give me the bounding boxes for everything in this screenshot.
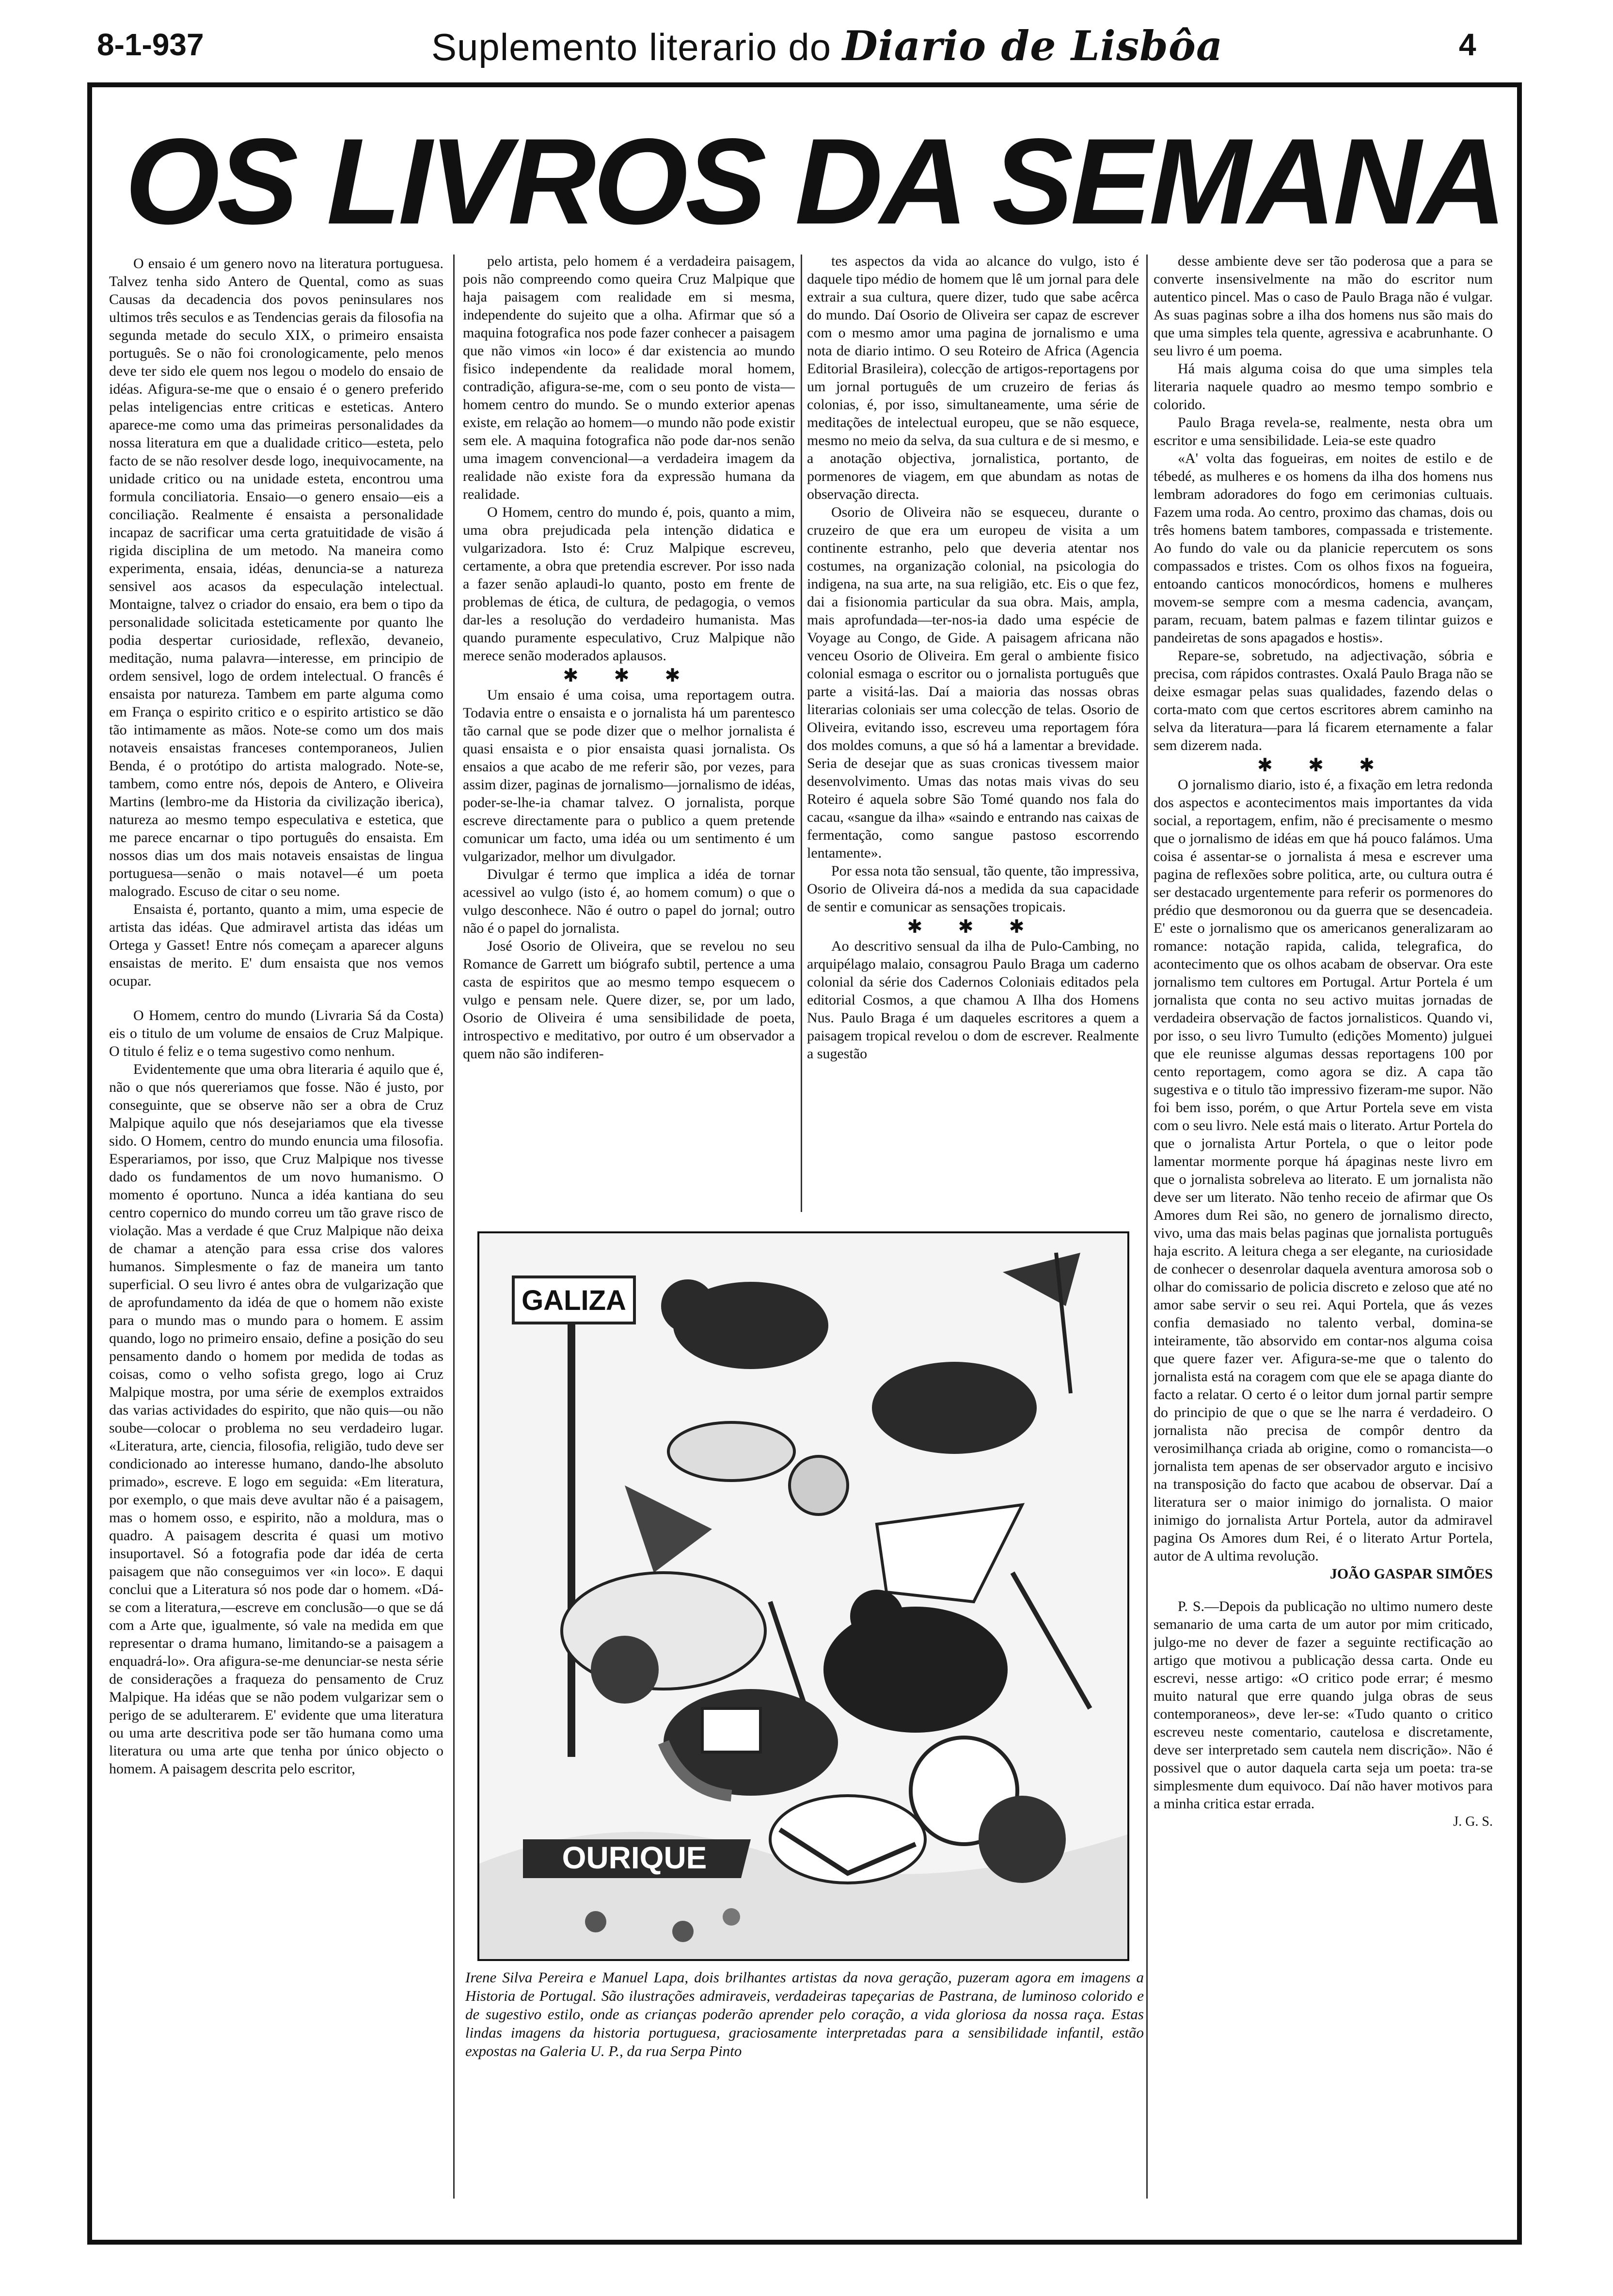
paragraph: Ao descritivo sensual da ilha de Pulo-Cambing, no arquipélago malaio, consagrou Paulo Braga um caderno colonial da série dos Cadernos Coloniais editados pela editorial Cosmos, a que chamou A Ilha dos Homens Nus. Paulo Braga é um daqueles escritores a quem a paisagem tropical revelou o dom de escrever. Realmente a sugestão bbox=[807, 938, 1139, 1062]
issue-date: 8-1-937 bbox=[97, 27, 204, 62]
illustration-caption: Irene Silva Pereira e Manuel Lapa, dois brilhantes artistas da nova geração, puzeram agora em imagens a Historia de Portugal. São ilustrações admiraveis, verdadeiras tapeçarias de Pastrana, de luminoso colorido e de sugestivo estilo, onde as crianças poderão aprender pelo coração, a vida gloriosa da nossa raça. Estas lindas imagens da historia portuguesa, graciosamente interpretadas para a sensibilidade infantil, estão expostas na Galeria U. P., da rua Serpa Pinto bbox=[465, 1969, 1144, 2059]
article-column-2 bbox=[463, 252, 795, 1212]
author-signature: JOÃO GASPAR SIMÕES bbox=[1329, 1566, 1493, 1582]
paragraph: O ensaio é um genero novo na literatura portuguesa. Talvez tenha sido Antero de Quental, como as suas Causas da decadencia dos povos peninsulares nos ultimos três seculos e as Tendencias gerais da filosofia na segunda metade do seculo XIX, o primeiro ensaista português. Se o não foi cronologicamente, pelo menos deve ter sido ele quem nos legou o modelo do ensaio de idéas. Afigura-se-me que o ensaio é o genero preferido pelas inteligencias entre criticas e esteticas. Antero aparece-me como uma das primeiras personalidades da nossa literatura em que a dualidade critico—esteta, pelo facto de se não resolver desde logo, inequivocamente, na unidade critico ou na unidade esteta, encontrou uma formula conciliatoria. Ensaio—o genero ensaio—eis a conciliação. Realmente é ensaista a personalidade incapaz de sacrificar uma certa gratuitidade de visão á rigida disciplina de um metodo. Na maneira como experimenta, ensaia, idéas, denuncia-se a natureza sensivel aos acasos da especulação intelectual. Montaigne, talvez o criador do ensaio, era bem o tipo da personalidade solicitada esteticamente por quanto lhe podia despertar curiosidade, reflexão, devaneio, meditação, numa palavra—interesse, em principio de ordem sensivel, logo de ordem intelectual. O francês é ensaista por natureza. Tambem em parte alguma como em França o espirito critico e o espirito artistico se dão tão intimamente as mãos. Note-se como um dos mais notaveis ensaistas franceses contemporaneos, Julien Benda, é o protótipo do artista malogrado. Note-se, tambem, como entre nós, depois de Antero, e Oliveira Martins (lembro-me da Historia da civilização iberica), naturezа ao mesmo tempo especulativa e estetica, que me parece encarnar o tipo português do ensaista. Em nossos dias um dos mais notaveis ensaistas de lingua portuguesa—senão o mais notavel—é um poeta malogrado. Escuso de citar o seu nome. bbox=[109, 255, 443, 899]
paragraph: pelo artista, pelo homem é a verdadeira paisagem, pois não compreendo como queira Cruz Malpique que haja paisagem com realidade em si mesma, independente do sujeito que a olha. Afirmar que só a maquina fotografica nos pode fazer conhecer a paisagem que não vimos «in loco» é dar existencia ao mundo fisico independente da realidade moral homem, contradição, afigura-se-me, com o seu ponto de vista—homem centro do mundo. Se o mundo exterior apenas existe, em relação ao homem—o mundo não pode existir sem ele. A maquina fotografica não pode dar-nos senão uma imagem convencional—a verdadeira imagem da realidade não existe fora da expressão humana da realidade. bbox=[463, 253, 795, 502]
column-rule bbox=[801, 255, 802, 1212]
article-column-3 bbox=[807, 252, 1139, 1212]
illustration-artwork bbox=[479, 1233, 1127, 1959]
section-separator: ✱ ✱ ✱ bbox=[563, 665, 695, 686]
ourique-label: OURIQUE bbox=[562, 1840, 707, 1875]
newspaper-name: Diario de Lisbôa bbox=[842, 22, 1223, 70]
paragraph: Evidentemente que uma obra literaria é aquilo que é, não o que nós quereriamos que fosse. Não é justo, por conseguinte, que se observe não ser a obra de Cruz Malpique aquilo que nós desejariamos que ela tivesse sido. O Homem, centro do mundo enuncia uma filosofia. Esperariamos, por isso, que Cruz Malpique nos tivesse dado os fundamentos de um novo humanismo. O momento é oportuno. Nunca a idéa kantiana do seu centro copernico do mundo correu um tão grave risco de violação. Mas a verdade é que Cruz Malpique não deixa de chamar a atenção para essa crise dos valores humanos. Simplesmente o faz de maneira um tanto superficial. O seu livro é antes obra de vulgarização que de aprofundamento da idéa de que o homem não existe para o mundo mas o mundo para o homem. E assim quando, logo no primeiro ensaio, define a posição do seu pensamento dando o homem por medida de todas as coisas, como o velho sofista grego, logo ai Cruz Malpique mostra, por uma série de exemplos extraidos das varias actividades do espirito, que não quis—ou não soube—colocar o problema no seu verdadeiro lugar. «Literatura, arte, ciencia, filosofia, religião, tudo deve ser condicionado ao interesse humano, dando-lhe absoluto primado», escreve. E logo em seguida: «Em literatura, por exemplo, o que mais deve avultar não é a paisagem, mas o homem osso, e espirito, não a moldura, mas o quadro. A paisagem descrita é quasi um motivo insuportavel. Só a fotografia pode dar idéa de certa paisagem que não conseguimos ver «in loco». E daqui conclui que a Literatura só nos pode dar o homem. «Dá-se com a literatura,—escreve em conclusão—o que se dá com a Arte que, igualmente, só vale na medida em que representar o drama humano, limitando-se a paisagem a enquadrá-lo». Ora afigura-se-me denunciar-se nesta série de considerações a fraqueza do pensamento de Cruz Malpique. Ha idéas que se não podem vulgarizar sem o perigo de se adulterarem. E' evidente que uma literatura ou uma arte descritiva pode ser tão humana como uma literatura ou uma arte que tenha por único objecto o homem. A paisagem descrita pelo escritor, bbox=[109, 1061, 443, 1777]
paragraph: Um ensaio é uma coisa, uma reportagem outra. Todavia entre o ensaista e o jornalista há um parentesco tão carnal que se pode dizer que o melhor jornalista é quasi ensaista e o pior ensaista quasi jornalista. Os ensaios a que acabo de me referir são, por vezes, para assim dizer, paginas de jornalismo—jornalismo de idéas, poder-se-lhe-ia chamar talvez. O jornalista, porque escreve directamente para o publico a quem pretende comunicar um facto, uma idéa ou um sentimento é um vulgarizador, melhor um divulgador. bbox=[463, 687, 795, 864]
article-column-4 bbox=[1154, 252, 1493, 2201]
paragraph: Ensaista é, portanto, quanto a mim, uma especie de artista das idéas. Que admiravel artista das idéas um Ortega y Gasset! Entre nós começam a aparecer alguns ensaistas de merito. E' dum ensaista que nos vemos ocupar. bbox=[109, 901, 443, 989]
paragraph: tes aspectos da vida ao alcance do vulgo, isto é daquele tipo médio de homem que lê um jornal para dele extrair a sua cultura, quere dizer, tudo que sabe acêrca do mundo. Daí Osorio de Oliveira ser capaz de escrever com o mesmo amor uma pagina de jornalismo e uma nota de diario intimo. O seu Roteiro de Africa (Agencia Editorial Brasileira), colecção de artigos-reportagens por um jornal português de um cruzeiro de ferias ás colonias, é, por isso, simultaneamente, uma série de meditações de intelectual europeu, que se não esquece, mesmo no meio da selva, da sua cultura e de si mesmo, e a anotação objectiva, jornalistica, portanto, de pormenores de viagem, em que abundam as notas de observação directa. bbox=[807, 253, 1139, 502]
column-rule bbox=[1146, 255, 1148, 2199]
headline: OS LIVROS DA SEMANA bbox=[125, 113, 1504, 250]
paragraph: Repare-se, sobretudo, na adjectivação, sóbria e precisa, com rápidos contrastes. Oxalá Paulo Braga não se deixe esmagar pelas suas qualidades, fazendo delas o corta-mato com que certos escritores abrem caminho na selva da literatura—para lá ficarem eternamente a falar sem dizerem nada. bbox=[1154, 648, 1493, 753]
paragraph: desse ambiente deve ser tão poderosa que a para se converte insensivelmente na mão do escritor num autentico pincel. Mas o caso de Paulo Braga não é vulgar. As suas paginas sobre a ilha dos homens nus são mais do que uma simples tela quente, agressiva e acabrunhante. O seu livro é um poema. bbox=[1154, 253, 1493, 359]
column-rule bbox=[453, 255, 455, 2199]
paragraph: Paulo Braga revela-se, realmente, nesta obra um escritor e uma sensibilidade. Leia-se este quadro bbox=[1154, 415, 1493, 448]
author-initials: J. G. S. bbox=[1453, 1814, 1493, 1829]
paragraph: Osorio de Oliveira não se esqueceu, durante o cruzeiro de que era um europeu de visita a um continente estranho, pelo que deveria atentar nos costumes, na organização colonial, na psicologia do indigena, na sua arte, na sua religião, etc. Eis o que fez, dai a fisionomia particular da sua obra. Mais, ampla, mais aprofundada—ter-nos-ia dado uma espécie de Voyage au Congo, de Gide. A paisagem africana não venceu Osorio de Oliveira. Em geral o ambiente fisico colonial esmaga o escritor ou o jornalista português que parte a visitá-las. Daí a maioria das nossas obras literarias coloniais ser uma colecção de telas. Osorio de Oliveira, evitando isso, escreveu uma reportagem fóra dos moldes comuns, a que só há a lamentar a brevidade. Seria de desejar que as suas cronicas tivessem maior desenvolvimento. Umas das notas mais vivas do seu Roteiro é aquela sobre São Tomé quando nos fala do cacau, «sangue da ilha» «saindo e entrando nas caixas de fermentação, como sangue pastoso escorrendo lentamente». bbox=[807, 504, 1139, 861]
article-column-1 bbox=[109, 255, 443, 2194]
postscript: P. S.—Depois da publicação no ultimo numero deste semanario de uma carta de um autor por mim criticado, julgo-me no dever de fazer a seguinte rectificação ao artigo que motivou a publicação dessa carta. Onde eu escrevi, nesse artigo: «O critico pode errar; é mesmo muito natural que erre quando julga obras de seus contemporaneos», deve ler-se: «Tudo quanto o critico escreveu neste comentario, cautelosa e discretamente, deve ser interpretado sem cautela nem discrição». Não é possivel que o autor daquela carta seja um poeta: tra-se simplesmente dum equivoco. Daí não haver motivos para a minha critica estar errada. bbox=[1154, 1598, 1493, 1812]
paragraph: O jornalismo diario, isto é, a fixação em letra redonda dos aspectos e acontecimentos mais importantes da vida social, a reportagem, enfim, não é precisamente o mesmo que o jornalismo de idéas em que há pouco falámos. Uma coisa é assentar-se o jornalista á mesa e escrever uma pagina de reflexões sobre politica, arte, ou cultura outra é ser destacado urgentemente para referir os pormenores do prédio que desmoronou ou da guerra que se desencadeia. E' este o jornalismo que os americanos generalizaram ao romance: notação rapida, calida, telegrafica, do acontecimento que os olhos acabam de observar. Ora este jornalismo tem cultores em Portugal. Artur Portela é um jornalista que conta no seu activo muitas jornadas de verdadeira observação de factos jornalisticos. Quando vi, por isso, o seu livro Tumulto (edições Momento) julguei que ele reunisse algumas dessas reportagens 100 por cento reportagem, como agora se diz. A capa tão sugestiva e o titulo tão impressivo fizeram-me supor. Não foi bem isso, porém, o que Artur Portela seve em vista com o seu livro. Nele está mais o literato. Artur Portela do que o jornalista Artur Portela, o que o leitor pode lamentar mormente porque há ápaginas neste livro em que o jornalista sobreleva ao literato. E um jornalista não deve ser um literato. Não tenho receio de afirmar que Os Amores dum Rei são, no genero de jornalismo directo, vivo, uma das mais belas paginas que jornalista português haja escrito. A leitura chega a ser elegante, na curiosidade de conhecer o desenrolar daquela aventura amorosa sob o olhar do comissario de policia discreto e zeloso que até no amor sabe servir o seu rei. Aqui Portela, que ás vezes confia demasiado no talento verbal, domina-se inteiramente, tão absorvido em contar-nos alguma coisa que quere fazer ver. Afigura-se-me que o talento do jornalista está na coragem com que ele se apaga diante do facto a relatar. O certo é o leitor dum jornal partir sempre do principio de que o que se lhe narra é verdadeiro. O jornalista não precisa de compôr dentro da verosimilhança criada ab origine, como o romancista—o jornalista tem apenas de ser observador arguto e incisivo na transposição do facto que acabou de observar. Daí a literatura ser o maior inimigo do jornalista. O maior inimigo do jornalista Artur Portela, autor da admiravel pagina Os Amores dum Rei, é o literato Artur Portela, autor de A ultima revolução. bbox=[1154, 777, 1493, 1564]
paragraph: Há mais alguma coisa do que uma simples tela literaria naquele quadro ao mesmo tempo sombrio e colorido. bbox=[1154, 361, 1493, 413]
paragraph: Por essa nota tão sensual, tão quente, tão impressiva, Osorio de Oliveira dá-nos a medida da sua capacidade de sentir e comunicar as sensações tropicais. bbox=[807, 863, 1139, 915]
masthead bbox=[0, 0, 1613, 82]
paragraph: «A' volta das fogueiras, em noites de estilo e de tébedé, as mulheres e os homens da ilha dos homens nus lembram adoradores do fogo em cerimonias cultuais. Fazem uma roda. Ao centro, proximo das chamas, dois ou três homens batem tambores, compassada e tristemente. Ao fundo do vale ou da planicie repercutem os sons compassados e tristes. Com os olhos fixos na fogueira, entoando canticos monocórdicos, homens e mulheres movem-se sempre com a mesma cadencia, avançam, param, recuam, batem palmas e fazem tilintar guizos e pandeiretas de sons apagados e hostis». bbox=[1154, 450, 1493, 646]
history-illustration bbox=[477, 1231, 1129, 1961]
section-separator: ✱ ✱ ✱ bbox=[1257, 754, 1389, 776]
paragraph: O Homem, centro do mundo é, pois, quanto a mim, uma obra prejudicada pela intenção didatica e vulgarizadora. Isto é: Cruz Malpique escreveu, certamente, a obra que pretendia escrever. Por isso nada a fazer senão aplaudi-lo quanto, posto em frente de problemas de ética, de cultura, de pedagogia, o vemos dar-les a resolução do verdadeiro humanista. Mas quando puramente especulativo, Cruz Malpique não merece senão moderados aplausos. bbox=[463, 504, 795, 664]
paragraph: José Osorio de Oliveira, que se revelou no seu Romance de Garrett um biógrafo subtil, pertence a uma casta de espiritos que ao mesmo tempo esquecem o vulgo e pensam nele. Quere dizer, se, por um lado, Osorio de Oliveira é uma sensibilidade de poeta, introspectivo e meditativo, por outro é um observador a quem não são indiferen- bbox=[463, 938, 795, 1062]
section-separator: ✱ ✱ ✱ bbox=[907, 916, 1039, 937]
paragraph: Divulgar é termo que implica a idéa de tornar acessivel ao vulgo (isto é, ao homem comum) o que o vulgo desconhece. Não é outro o papel do jornal; outro não é o papel do jornalista. bbox=[463, 866, 795, 936]
supplement-title bbox=[431, 22, 1223, 70]
supplement-label: Suplemento literario do bbox=[431, 26, 832, 68]
galiza-label: GALIZA bbox=[522, 1285, 626, 1316]
paragraph: O Homem, centro do mundo (Livraria Sá da Costa) eis o titulo de um volume de ensaios de Cruz Malpique. O titulo é feliz e o tema sugestivo como nenhum. bbox=[109, 1007, 443, 1059]
page-number: 4 bbox=[1459, 27, 1476, 62]
